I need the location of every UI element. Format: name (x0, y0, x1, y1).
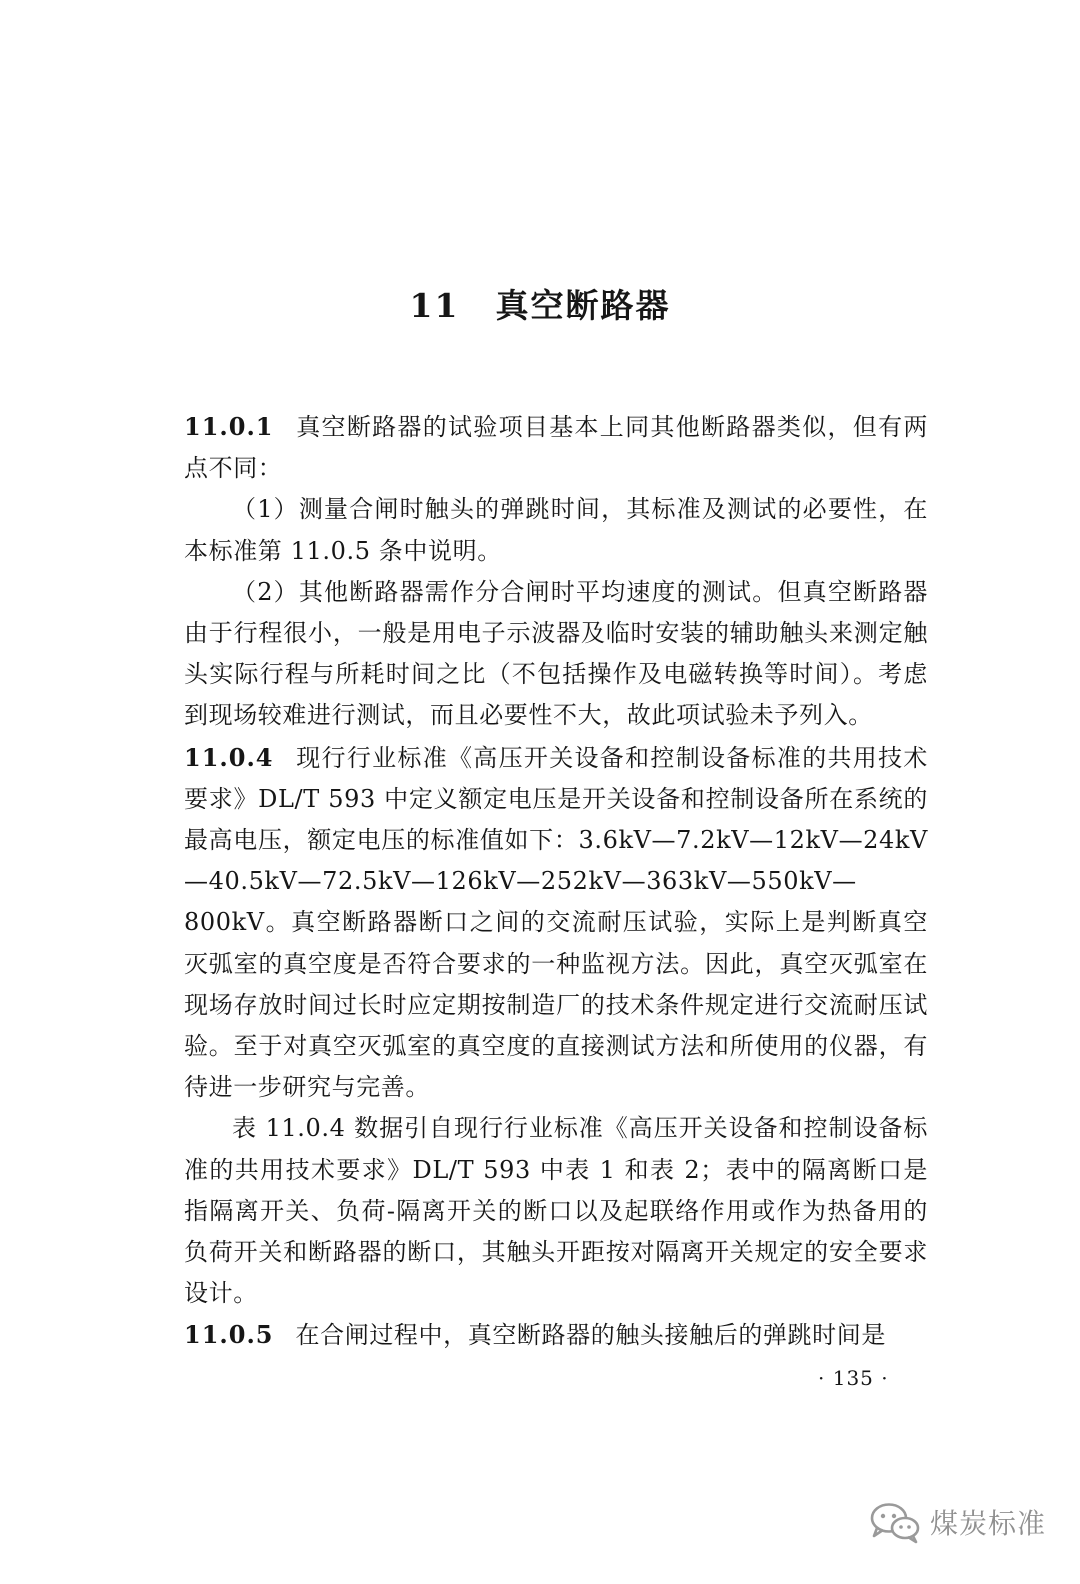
paragraph-text: 现行行业标准《高压开关设备和控制设备标准的共用技术要求》DL/T 593 中定义额定电压是开关设备和控制设备所在系统的最高电压，额定电压的标准值如下：3.6kV—7.2kV—12kV—24kV—40.5kV—72.5kV—126kV—252kV—363kV—550kV—800kV。真空断路器断口之间的交流耐压试验，实际上是判断真空灭弧室的真空度是否符合要求的一种监视方法。因此，真空灭弧室在现场存放时间过长时应定期按制造厂的技术条件规定进行交流耐压试验。至于对真空灭弧室的真空度的直接测试方法和所使用的仪器，有待进一步研究与完善。 (184, 743, 928, 1102)
paragraph-item-1 (184, 489, 928, 571)
paragraph-text: 表 11.0.4 数据引自现行行业标准《高压开关设备和控制设备标准的共用技术要求》DL/T 593 中表 1 和表 2；表中的隔离断口是指隔离开关、负荷-隔离开关的断口以及起联络作用或作为热备用的负荷开关和断路器的断口，其触头开距按对隔离开关规定的安全要求设计。 (184, 1114, 928, 1308)
clause-number: 11.0.4 (184, 742, 274, 772)
clause-number: 11.0.1 (184, 412, 274, 441)
paragraph-text: 在合闸过程中，真空断路器的触头接触后的弹跳时间是 (295, 1321, 886, 1350)
paragraph-table-note (184, 1108, 928, 1314)
body-text (184, 406, 928, 1357)
wechat-icon (868, 1500, 922, 1544)
paragraph-text: （2）其他断路器需作分合闸时平均速度的测试。但真空断路器由于行程很小，一般是用电子示波器及临时安装的辅助触头来测定触头实际行程与所耗时间之比（不包括操作及电磁转换等时间）。考虑到现场较难进行测试，而且必要性不大，故此项试验未予列入。 (184, 577, 928, 730)
paragraph-text: （1）测量合闸时触头的弹跳时间，其标准及测试的必要性，在本标准第 11.0.5 条中说明。 (184, 495, 928, 565)
paragraph-11-0-1 (184, 406, 928, 489)
paragraph-11-0-4 (184, 737, 928, 1109)
clause-number: 11.0.5 (184, 1320, 274, 1350)
paragraph-text: 真空断路器的试验项目基本上同其他断路器类似，但有两点不同： (184, 413, 928, 483)
watermark (868, 1500, 1046, 1544)
page-number: · 135 · (818, 1366, 889, 1390)
paragraph-item-2 (184, 572, 928, 737)
chapter-name: 真空断路器 (495, 286, 671, 325)
chapter-title (0, 280, 1080, 327)
paragraph-11-0-5 (184, 1314, 928, 1356)
chapter-number: 11 (409, 286, 460, 325)
watermark-text: 煤炭标准 (930, 1507, 1047, 1540)
